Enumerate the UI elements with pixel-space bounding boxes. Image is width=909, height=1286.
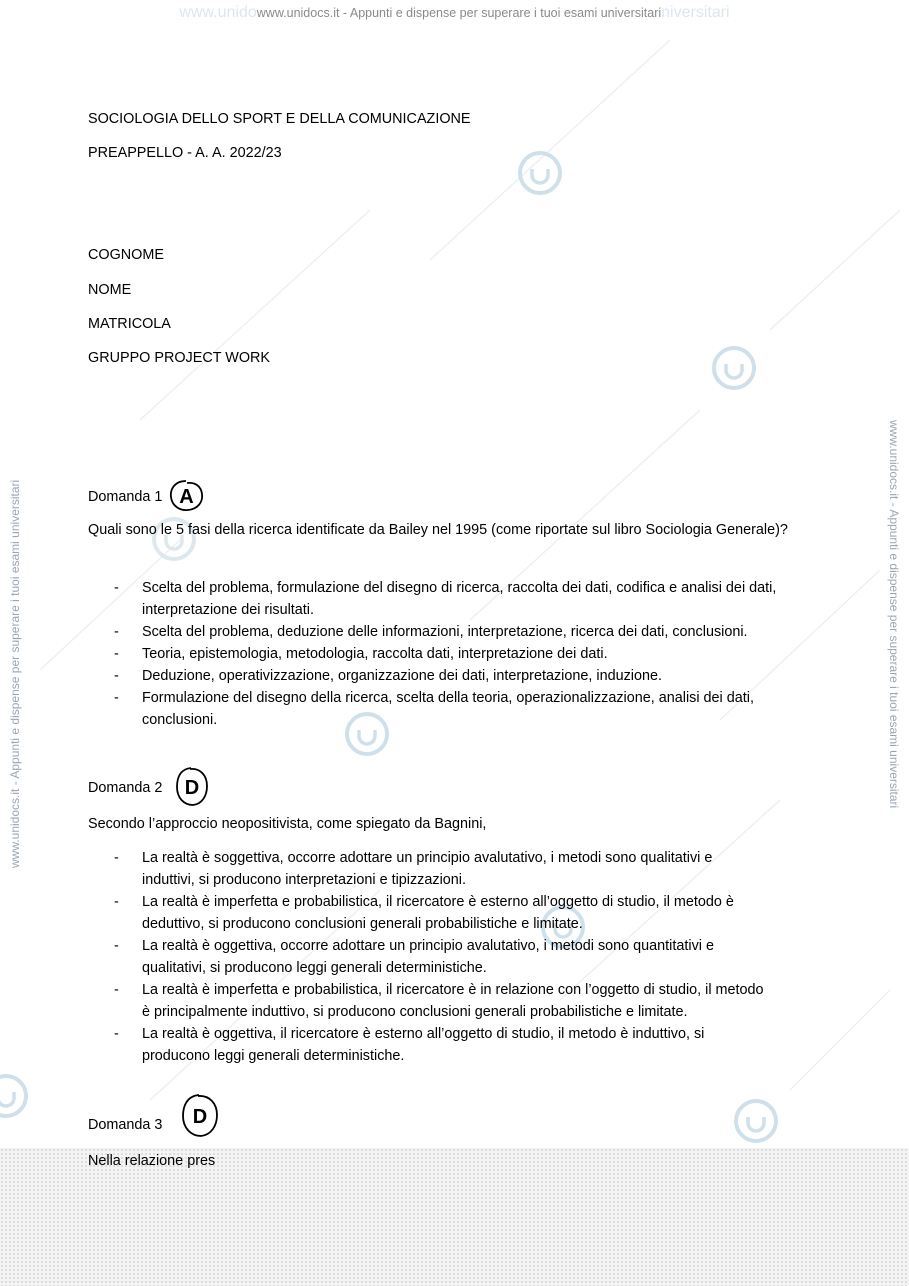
option-line: Teoria, epistemologia, metodologia, raccolta dati, interpretazione dei dati.: [142, 646, 608, 662]
watermark-header-text: www.unidocs.it - Appunti e dispense per superare i tuoi esami universitari: [256, 6, 662, 20]
bullet-dash: -: [114, 580, 119, 596]
bullet-dash: -: [114, 982, 119, 998]
bullet-dash: -: [114, 894, 119, 910]
question-2-options: [88, 847, 788, 1067]
watermark-ghost-left: www.unido: [179, 4, 257, 21]
bullet-dash: -: [114, 938, 119, 954]
option-item: [88, 665, 788, 687]
course-title: SOCIOLOGIA DELLO SPORT E DELLA COMUNICAZIONE: [88, 111, 471, 127]
question-1-text: Quali sono le 5 fasi della ricerca identificate da Bailey nel 1995 (come riportate sul libro Sociologia Generale)?: [88, 522, 788, 538]
question-1-label: Domanda 1: [88, 489, 163, 505]
header-watermark: [0, 4, 909, 22]
answer-letter: D: [192, 1106, 208, 1128]
option-line: induttivi, si producono interpretazioni e tipizzazioni.: [142, 872, 466, 888]
option-line: La realtà è oggettiva, occorre adottare un principio avalutativo, i metodi sono quantitativi e: [142, 938, 714, 954]
option-line: è principalmente induttivo, si producono conclusioni generali probabilistiche e limitate.: [142, 1004, 688, 1020]
bullet-dash: -: [114, 1026, 119, 1042]
field-nome: NOME: [88, 282, 132, 298]
handwritten-answer-2: [174, 765, 210, 809]
unidocs-logo-icon: [732, 1097, 780, 1145]
question-3-text: Nella relazione pres: [88, 1153, 216, 1169]
question-2-label: Domanda 2: [88, 780, 163, 796]
option-item: [88, 1023, 788, 1067]
option-item: [88, 577, 788, 621]
option-line: La realtà è soggettiva, occorre adottare un principio avalutativo, i metodi sono qualitativi e: [142, 850, 713, 866]
side-watermark-right: www.unidocs.it - Appunti e dispense per superare i tuoi esami universitari: [887, 420, 901, 809]
option-line: interpretazione dei risultati.: [142, 602, 314, 618]
bullet-dash: -: [114, 646, 119, 662]
question-1-options: [88, 577, 788, 731]
question-2-text: Secondo l’approccio neopositivista, come spiegato da Bagnini,: [88, 816, 487, 832]
option-line: conclusioni.: [142, 712, 218, 728]
bullet-dash: -: [114, 850, 119, 866]
option-line: Deduzione, operativizzazione, organizzazione dei dati, interpretazione, induzione.: [142, 668, 662, 684]
field-gruppo: GRUPPO PROJECT WORK: [88, 350, 271, 366]
answer-letter: A: [179, 486, 194, 508]
option-line: deduttivo, si producono conclusioni generali probabilistiche e limitate.: [142, 916, 583, 932]
unidocs-logo-icon: [0, 1072, 30, 1120]
option-item: [88, 935, 788, 979]
option-line: Formulazione del disegno della ricerca, scelta della teoria, operazionalizzazione, analisi dei dati,: [142, 690, 754, 706]
unidocs-logo-icon: [710, 344, 758, 392]
side-watermark-left: www.unidocs.it - Appunti e dispense per superare i tuoi esami universitari: [8, 479, 22, 868]
bullet-dash: -: [114, 690, 119, 706]
option-line: Scelta del problema, formulazione del disegno di ricerca, raccolta dei dati, codifica e analisi dei dati,: [142, 580, 777, 596]
option-line: Scelta del problema, deduzione delle informazioni, interpretazione, ricerca dei dati, conclusioni.: [142, 624, 748, 640]
option-item: [88, 621, 788, 643]
option-line: La realtà è oggettiva, il ricercatore è esterno all’oggetto di studio, il metodo è induttivo, si: [142, 1026, 705, 1042]
option-item: [88, 979, 788, 1023]
option-line: qualitativi, si producono leggi generali deterministiche.: [142, 960, 487, 976]
handwritten-answer-3: [180, 1092, 220, 1140]
option-line: La realtà è imperfetta e probabilistica, il ricercatore è in relazione con l’oggetto di studio, il metodo: [142, 982, 764, 998]
field-matricola: MATRICOLA: [88, 316, 171, 332]
bullet-dash: -: [114, 668, 119, 684]
field-cognome: COGNOME: [88, 247, 164, 263]
handwritten-answer-1: [168, 478, 206, 514]
option-item: [88, 891, 788, 935]
unidocs-logo-icon: [516, 149, 564, 197]
exam-session: PREAPPELLO - A. A. 2022/23: [88, 145, 282, 161]
answer-letter: D: [184, 777, 200, 799]
question-3-label: Domanda 3: [88, 1117, 163, 1133]
option-line: La realtà è imperfetta e probabilistica, il ricercatore è esterno all’oggetto di studio, il metodo è: [142, 894, 734, 910]
option-item: [88, 847, 788, 891]
option-item: [88, 643, 788, 665]
option-item: [88, 687, 788, 731]
option-line: producono leggi generali deterministiche.: [142, 1048, 405, 1064]
watermark-ghost-right: niversitari: [661, 4, 730, 21]
bullet-dash: -: [114, 624, 119, 640]
